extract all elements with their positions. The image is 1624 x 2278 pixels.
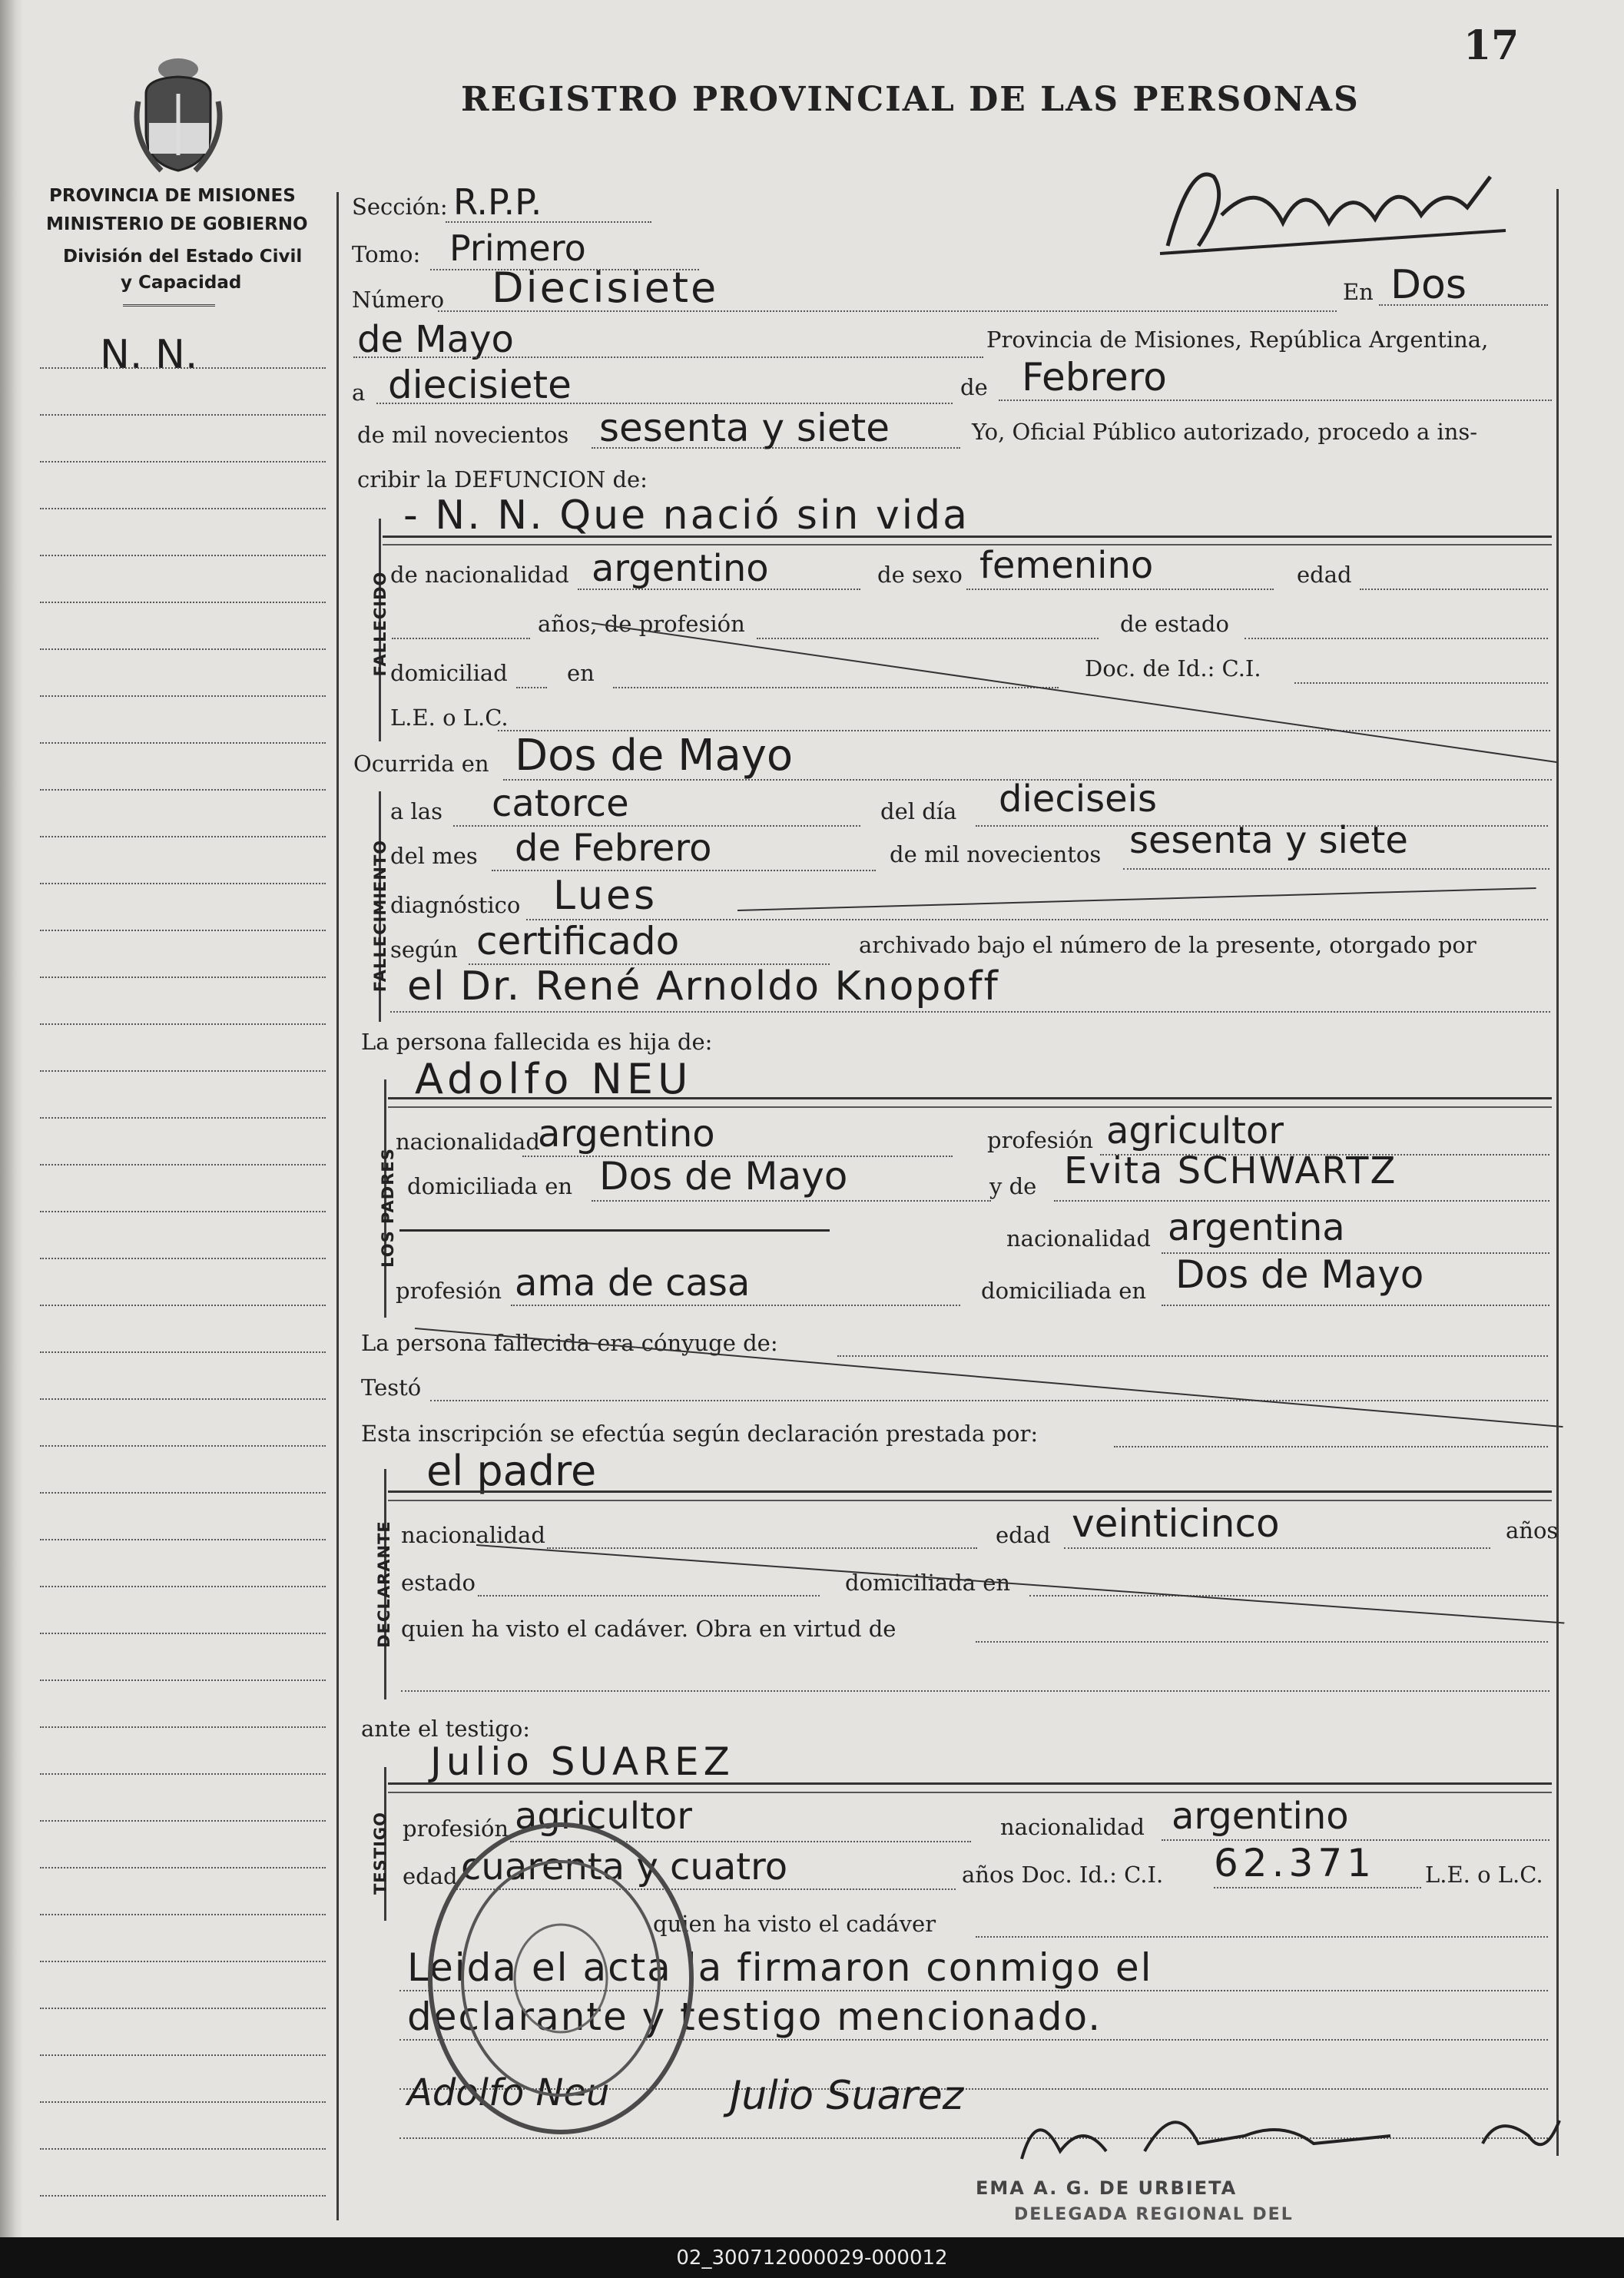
label-segun: según bbox=[390, 937, 458, 963]
value-declarante: el padre bbox=[426, 1447, 597, 1495]
label-domiciliada-padre: domiciliada en bbox=[407, 1173, 573, 1199]
left-ruled-line bbox=[40, 1398, 326, 1400]
division-name: División del Estado Civil bbox=[63, 247, 303, 267]
left-ruled-line bbox=[40, 977, 326, 978]
left-ruled-line bbox=[40, 1351, 326, 1353]
label-numero: Número bbox=[352, 287, 445, 313]
left-ruled-line bbox=[40, 1070, 326, 1072]
value-leida-1: Leida el acta la firmaron conmigo el bbox=[407, 1945, 1153, 1990]
value-anio-fallec: sesenta y siete bbox=[1129, 819, 1408, 862]
label-d-edad: edad bbox=[996, 1522, 1051, 1548]
right-border bbox=[1556, 189, 1559, 2156]
label-edad: edad bbox=[1297, 562, 1352, 588]
value-madre: Evita SCHWARTZ bbox=[1064, 1149, 1397, 1192]
testigo-top-rule bbox=[388, 1782, 1552, 1785]
side-label-testigo: TESTIGO bbox=[371, 1811, 389, 1895]
label-doc-id: Doc. de Id.: C.I. bbox=[1085, 655, 1261, 681]
value-padre-dom: Dos de Mayo bbox=[599, 1154, 848, 1199]
left-ruled-line bbox=[40, 1914, 326, 1915]
left-ruled-line bbox=[40, 1633, 326, 1634]
label-ante-testigo: ante el testigo: bbox=[361, 1716, 531, 1742]
page-number: 17 bbox=[1463, 22, 1520, 69]
coat-of-arms-icon bbox=[131, 48, 227, 178]
value-mes: Febrero bbox=[1022, 355, 1167, 400]
left-ruled-line bbox=[40, 2101, 326, 2103]
value-fallecido: - N. N. Que nació sin vida bbox=[403, 492, 969, 539]
registrar-signature bbox=[1145, 131, 1513, 269]
cancel-stroke-diagnostico bbox=[737, 887, 1536, 911]
label-le-lc: L.E. o L.C. bbox=[390, 705, 509, 731]
value-hora: catorce bbox=[492, 782, 629, 825]
left-ruled-line bbox=[40, 1820, 326, 1822]
value-lugar: de Mayo bbox=[357, 318, 514, 361]
label-t-nacionalidad: nacionalidad bbox=[1000, 1814, 1145, 1840]
left-ruled-line bbox=[40, 742, 326, 744]
division-underline bbox=[123, 304, 215, 307]
field-line-d-nac bbox=[547, 1547, 977, 1549]
official-signature bbox=[991, 2090, 1575, 2174]
value-ocurrida: Dos de Mayo bbox=[515, 731, 794, 781]
field-line-testo bbox=[430, 1400, 1548, 1401]
label-nacionalidad-padre: nacionalidad bbox=[396, 1129, 540, 1155]
left-ruled-line bbox=[40, 1867, 326, 1868]
field-line-d-dom bbox=[1029, 1595, 1548, 1597]
label-testo: Testó bbox=[361, 1374, 422, 1401]
field-line-conyuge bbox=[837, 1355, 1548, 1357]
field-line-profesion bbox=[757, 638, 1099, 639]
left-ruled-line bbox=[40, 695, 326, 697]
value-tomo: Primero bbox=[449, 227, 586, 269]
cancel-stroke-conyuge bbox=[415, 1328, 1563, 1427]
field-line-madre-dom bbox=[1162, 1305, 1549, 1306]
side-label-fallecimiento: FALLECIMIENTO bbox=[371, 839, 389, 993]
value-numero: Diecisiete bbox=[492, 264, 719, 312]
side-label-declarante: DECLARANTE bbox=[375, 1520, 393, 1648]
value-segun: certificado bbox=[476, 919, 680, 963]
value-t-prof: agricultor bbox=[515, 1795, 693, 1838]
field-line-d-quien bbox=[976, 1641, 1548, 1643]
value-padre: Adolfo NEU bbox=[415, 1055, 693, 1103]
round-seal bbox=[415, 1813, 707, 2144]
field-line-medico bbox=[390, 1011, 1550, 1013]
left-ruled-line bbox=[40, 2195, 326, 2197]
label-de-mil-2: de mil novecientos bbox=[890, 841, 1102, 867]
label-yo: Yo, Oficial Público autorizado, procedo a ins- bbox=[972, 419, 1478, 445]
label-inscripcion: Esta inscripción se efectúa según declaración prestada por: bbox=[361, 1421, 1039, 1447]
left-ruled-line bbox=[40, 2008, 326, 2009]
label-y-de: y de bbox=[989, 1173, 1037, 1199]
label-a-las: a las bbox=[390, 798, 442, 824]
left-ruled-line bbox=[40, 2054, 326, 2056]
stamp-line-1: EMA A. G. DE URBIETA bbox=[976, 2177, 1238, 2199]
label-de-mes: de bbox=[960, 374, 988, 400]
left-ruled-line bbox=[40, 602, 326, 603]
field-line-sexo bbox=[966, 589, 1274, 590]
label-anos-profesion: años, de profesión bbox=[538, 611, 745, 637]
label-en-2: en bbox=[567, 660, 595, 686]
label-d-quien: quien ha visto el cadáver. Obra en virtud de bbox=[401, 1616, 897, 1642]
padres-top-rule bbox=[388, 1097, 1552, 1099]
signature-testigo: Julio Suarez bbox=[730, 2073, 964, 2119]
left-ruled-line bbox=[40, 789, 326, 791]
left-ruled-line bbox=[40, 367, 326, 369]
left-ruled-line bbox=[40, 1679, 326, 1681]
field-line-t-quien bbox=[976, 1936, 1548, 1938]
label-de-mil: de mil novecientos bbox=[357, 422, 569, 448]
left-ruled-line bbox=[40, 555, 326, 556]
label-de-estado: de estado bbox=[1120, 611, 1229, 637]
left-column-name: N. N. bbox=[100, 332, 198, 378]
label-domiciliada-madre: domiciliada en bbox=[981, 1278, 1147, 1304]
field-line-doc bbox=[1294, 682, 1548, 684]
value-d-edad: veinticinco bbox=[1072, 1501, 1280, 1546]
value-testigo: Julio SUAREZ bbox=[430, 1739, 734, 1784]
label-d-estado: estado bbox=[401, 1570, 476, 1596]
left-ruled-line bbox=[40, 1164, 326, 1166]
value-nacionalidad: argentino bbox=[592, 547, 769, 590]
label-t-edad: edad bbox=[403, 1863, 458, 1889]
field-line-inscripcion bbox=[1114, 1446, 1548, 1447]
value-en: Dos bbox=[1390, 262, 1467, 308]
label-profesion-madre: profesión bbox=[396, 1278, 502, 1304]
value-diagnostico: Lues bbox=[553, 873, 658, 919]
side-label-padres: LOS PADRES bbox=[379, 1148, 397, 1268]
label-archivado: archivado bajo el número de la presente, otorgado por bbox=[859, 932, 1477, 958]
value-anio: sesenta y siete bbox=[599, 406, 890, 450]
field-line-anos bbox=[392, 638, 530, 639]
value-t-nac: argentino bbox=[1172, 1795, 1349, 1838]
label-a: a bbox=[352, 380, 366, 406]
field-line-diagnostico bbox=[526, 919, 1548, 920]
value-madre-nac: argentina bbox=[1168, 1206, 1345, 1249]
province-name: PROVINCIA DE MISIONES bbox=[49, 186, 296, 206]
left-ruled-line bbox=[40, 1492, 326, 1494]
left-ruled-line bbox=[40, 883, 326, 884]
document-title: REGISTRO PROVINCIAL DE LAS PERSONAS bbox=[461, 80, 1360, 119]
left-ruled-line bbox=[40, 836, 326, 837]
field-line-lugar bbox=[353, 356, 983, 358]
value-madre-dom: Dos de Mayo bbox=[1175, 1252, 1424, 1297]
label-de-sexo: de sexo bbox=[877, 562, 963, 588]
fallecido-top-rule bbox=[383, 536, 1552, 538]
label-d-anos: años bbox=[1506, 1517, 1559, 1544]
field-line-madre bbox=[1054, 1200, 1549, 1202]
declarante-top-rule-2 bbox=[388, 1500, 1552, 1501]
left-ruled-line bbox=[40, 1773, 326, 1775]
field-line-mes bbox=[999, 400, 1552, 401]
label-nacionalidad-madre: nacionalidad bbox=[1006, 1225, 1151, 1252]
label-seccion: Sección: bbox=[352, 194, 448, 220]
label-hija: La persona fallecida es hija de: bbox=[361, 1029, 713, 1055]
left-ruled-line bbox=[40, 1258, 326, 1259]
label-conyuge: La persona fallecida era cónyuge de: bbox=[361, 1330, 778, 1356]
left-ruled-line bbox=[40, 648, 326, 650]
image-id-bar bbox=[0, 2237, 1624, 2278]
field-line-edad bbox=[1360, 589, 1548, 590]
left-ruled-line bbox=[40, 461, 326, 463]
left-ruled-line bbox=[40, 508, 326, 509]
value-padre-nac: argentino bbox=[538, 1112, 715, 1156]
value-seccion: R.P.P. bbox=[453, 181, 542, 223]
label-cribir: cribir la DEFUNCION de: bbox=[357, 466, 648, 492]
left-ruled-line bbox=[40, 1726, 326, 1728]
fallecido-top-rule-2 bbox=[383, 544, 1552, 545]
value-t-edad: cuarenta y cuatro bbox=[461, 1845, 788, 1888]
handwritten-dash-padres bbox=[399, 1229, 830, 1232]
field-line-d-estado bbox=[478, 1595, 820, 1597]
value-dia-fallec: dieciseis bbox=[999, 778, 1157, 821]
value-padre-prof: agricultor bbox=[1106, 1109, 1284, 1152]
label-domiciliad: domiciliad bbox=[390, 660, 508, 686]
label-t-quien: quien ha visto el cadáver bbox=[653, 1911, 936, 1937]
label-d-domiciliada: domiciliada en bbox=[845, 1570, 1011, 1596]
testigo-top-rule-2 bbox=[388, 1792, 1552, 1793]
ministry-name: MINISTERIO DE GOBIERNO bbox=[46, 214, 308, 234]
left-ruled-line bbox=[40, 1539, 326, 1540]
label-d-nacionalidad: nacionalidad bbox=[401, 1522, 545, 1548]
image-id-label: 02_300712000029-000012 bbox=[676, 2246, 948, 2270]
field-line-t-ci bbox=[1214, 1887, 1421, 1888]
left-column-divider bbox=[336, 192, 339, 2220]
division-name-2: y Capacidad bbox=[121, 273, 242, 293]
field-line-domiciliad bbox=[516, 687, 547, 688]
label-tomo: Tomo: bbox=[352, 241, 421, 267]
left-ruled-line bbox=[40, 1117, 326, 1119]
value-dia: diecisiete bbox=[388, 363, 572, 407]
label-provincia: Provincia de Misiones, República Argentina, bbox=[986, 327, 1489, 353]
field-line-d-edad bbox=[1064, 1547, 1490, 1549]
cancel-stroke-declarante bbox=[476, 1544, 1565, 1624]
left-ruled-line bbox=[40, 1305, 326, 1306]
stamp-line-2: DELEGADA REGIONAL DEL bbox=[1014, 2205, 1294, 2224]
field-line-madre-prof bbox=[511, 1305, 960, 1306]
left-ruled-line bbox=[40, 1961, 326, 1962]
label-t-anos-doc: años Doc. Id.: C.I. bbox=[962, 1862, 1164, 1888]
value-medico: el Dr. René Arnoldo Knopoff bbox=[407, 963, 999, 1010]
field-line-padre-dom bbox=[592, 1200, 991, 1202]
value-t-ci: 62.371 bbox=[1214, 1841, 1376, 1885]
left-ruled-line bbox=[40, 1445, 326, 1447]
declarante-top-rule bbox=[388, 1490, 1552, 1493]
left-ruled-line bbox=[40, 414, 326, 416]
label-del-dia: del día bbox=[880, 798, 957, 824]
left-ruled-line bbox=[40, 1211, 326, 1212]
field-line-domicilio bbox=[613, 687, 1059, 688]
left-ruled-line bbox=[40, 2148, 326, 2150]
label-en: En bbox=[1343, 279, 1374, 305]
label-del-mes: del mes bbox=[390, 843, 478, 869]
left-ruled-line bbox=[40, 1023, 326, 1025]
label-ocurrida: Ocurrida en bbox=[353, 751, 489, 777]
field-line-anio-fallec bbox=[1123, 868, 1549, 870]
field-line-estado bbox=[1245, 638, 1548, 639]
label-diagnostico: diagnóstico bbox=[390, 892, 521, 918]
value-leida-2: declarante y testigo mencionado. bbox=[407, 1994, 1102, 2039]
label-de-nacionalidad: de nacionalidad bbox=[390, 562, 569, 588]
padres-top-rule-2 bbox=[388, 1106, 1552, 1108]
value-madre-prof: ama de casa bbox=[515, 1262, 751, 1305]
signature-declarante: Adolfo Neu bbox=[407, 2071, 610, 2114]
left-ruled-line bbox=[40, 930, 326, 931]
field-line-d-extra bbox=[401, 1690, 1549, 1692]
label-t-profesion: profesión bbox=[403, 1815, 509, 1842]
binding-edge bbox=[0, 0, 23, 2237]
field-line-mes-fallec bbox=[492, 870, 876, 871]
value-mes-fallec: de Febrero bbox=[515, 827, 712, 870]
label-t-le: L.E. o L.C. bbox=[1425, 1862, 1543, 1888]
side-label-fallecido: FALLECIDO bbox=[371, 571, 389, 677]
value-sexo: femenino bbox=[979, 544, 1154, 587]
label-profesion-padre: profesión bbox=[987, 1127, 1094, 1153]
left-ruled-line bbox=[40, 1586, 326, 1587]
